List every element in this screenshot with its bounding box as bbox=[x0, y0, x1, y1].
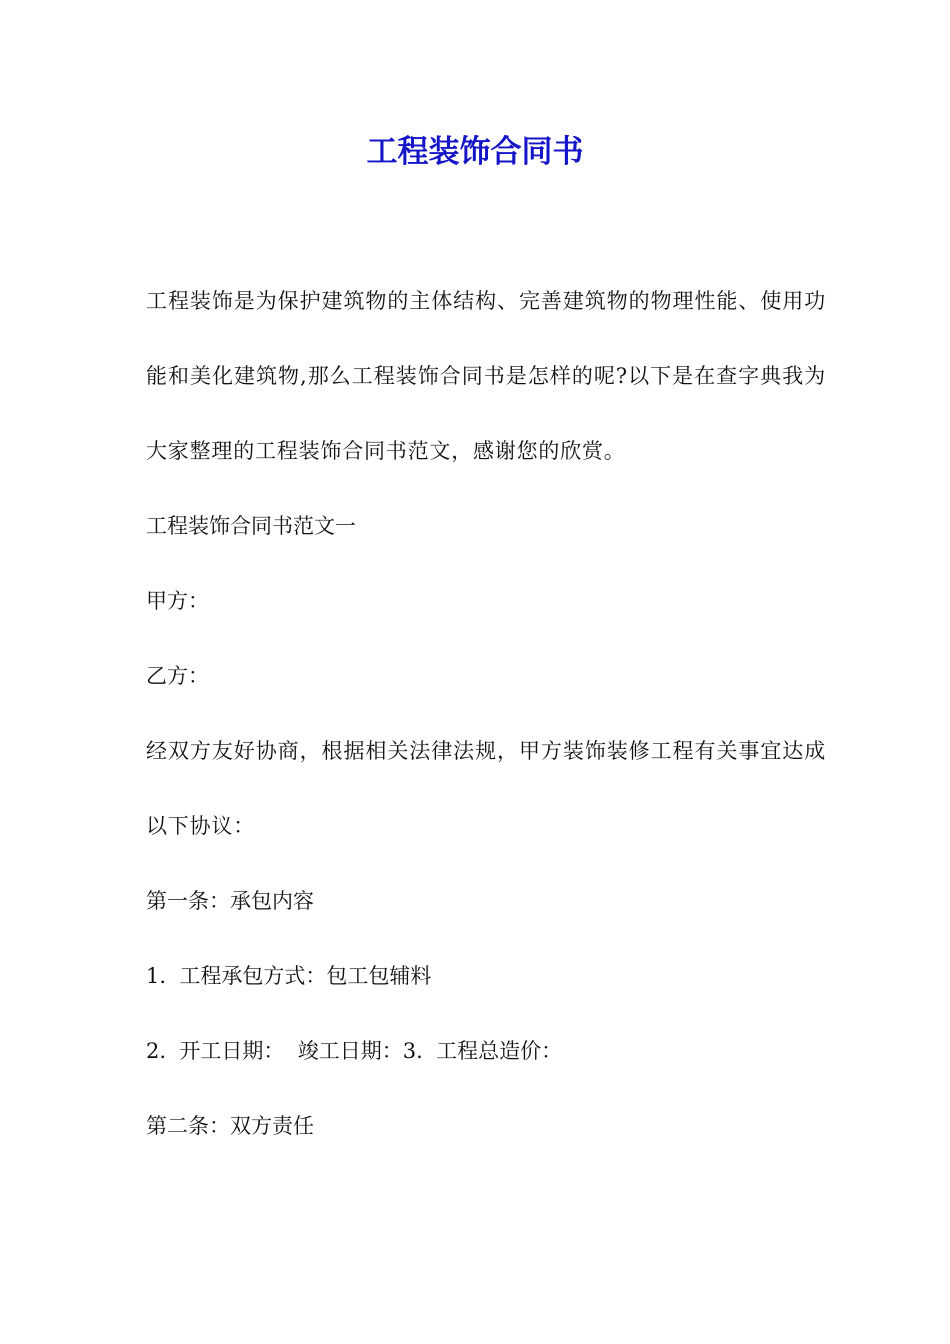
clause-contract-method: 1. 工程承包方式：包工包辅料 bbox=[146, 964, 432, 988]
agreement-preamble: 经双方友好协商，根据相关法律法规，甲方装饰装修工程有关事宜达成以下协议： bbox=[146, 739, 826, 838]
document-title: 工程装饰合同书 bbox=[366, 134, 584, 170]
party-a-line: 甲方： bbox=[146, 589, 209, 613]
document-body bbox=[146, 264, 826, 1164]
article-one-heading: 第一条：承包内容 bbox=[146, 889, 314, 913]
party-b-line: 乙方： bbox=[146, 664, 209, 688]
section-heading-sample-one: 工程装饰合同书范文一 bbox=[146, 514, 356, 538]
article-two-heading: 第二条：双方责任 bbox=[146, 1114, 314, 1138]
clause-dates-and-cost: 2. 开工日期： 竣工日期：3. 工程总造价： bbox=[146, 1039, 563, 1063]
intro-paragraph: 工程装饰是为保护建筑物的主体结构、完善建筑物的物理性能、使用功能和美化建筑物,那么工程装饰合同书是怎样的呢?以下是在查字典我为大家整理的工程装饰合同书范文，感谢您的欣赏。 bbox=[146, 289, 826, 463]
